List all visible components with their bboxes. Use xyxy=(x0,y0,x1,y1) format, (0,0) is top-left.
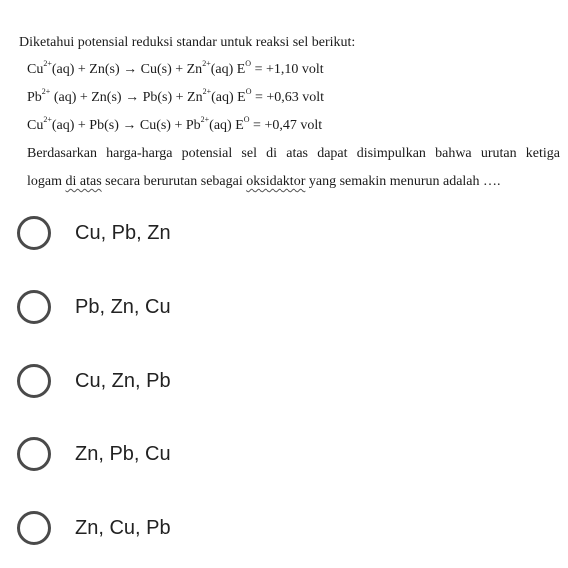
reaction-tail: (aq) E xyxy=(210,62,246,77)
question-body xyxy=(19,140,560,196)
option-label[interactable]: Pb, Zn, Cu xyxy=(75,296,171,318)
reaction-line-3 xyxy=(19,112,560,140)
reaction-tail: (aq) E xyxy=(211,90,246,105)
potential-value: = +0,47 volt xyxy=(249,118,323,133)
spellcheck-word: di atas xyxy=(65,174,102,189)
radio-circle-icon[interactable] xyxy=(17,364,51,398)
option-label[interactable]: Cu, Pb, Zn xyxy=(75,222,171,244)
option-label[interactable]: Zn, Cu, Pb xyxy=(75,517,171,539)
reaction-tail: (aq) E xyxy=(209,118,244,133)
reactant-ion: Cu xyxy=(27,62,44,77)
reactant-ion: Pb xyxy=(27,90,42,105)
body-text: yang semakin menurun adalah …. xyxy=(305,174,501,189)
body-text: secara berurutan sebagai xyxy=(101,174,247,189)
reaction-middle: (aq) + Zn(s) → Pb(s) + Zn xyxy=(50,90,203,105)
potential-value: = +0,63 volt xyxy=(251,90,325,105)
potential-value: = +1,10 volt xyxy=(251,62,324,77)
radio-circle-icon[interactable] xyxy=(17,437,51,471)
ion-charge: 2+ xyxy=(202,87,212,96)
reaction-line-1 xyxy=(19,56,560,84)
option-c[interactable] xyxy=(0,357,568,409)
radio-circle-icon[interactable] xyxy=(17,216,51,250)
reactant-ion: Cu xyxy=(27,118,44,133)
option-d[interactable] xyxy=(0,430,568,482)
ion-charge: 2+ xyxy=(200,115,210,124)
ion-charge: 2+ xyxy=(202,59,211,68)
option-a[interactable] xyxy=(0,209,568,261)
question-body-line-1: Berdasarkan harga-harga potensial sel di atas dapat disimpulkan bahwa urutan ketiga xyxy=(27,146,560,161)
question-intro: Diketahui potensial reduksi standar untuk reaksi sel berikut: xyxy=(19,35,356,50)
standard-symbol: O xyxy=(245,59,252,68)
option-label[interactable]: Zn, Pb, Cu xyxy=(75,443,171,465)
reaction-middle: (aq) + Pb(s) → Cu(s) + Pb xyxy=(51,118,201,133)
body-text: logam xyxy=(27,174,66,189)
radio-circle-icon[interactable] xyxy=(17,290,51,324)
ion-charge: 2+ xyxy=(43,59,52,68)
ion-charge: 2+ xyxy=(41,87,51,96)
spellcheck-word: oksidaktor xyxy=(246,174,306,189)
question-body-line-2 xyxy=(27,174,501,189)
option-e[interactable] xyxy=(0,504,568,556)
reaction-line-2 xyxy=(19,84,560,112)
radio-circle-icon[interactable] xyxy=(17,511,51,545)
ion-charge: 2+ xyxy=(43,115,52,124)
reaction-middle: (aq) + Zn(s) → Cu(s) + Zn xyxy=(51,62,203,77)
standard-symbol: O xyxy=(243,115,250,124)
option-label[interactable]: Cu, Zn, Pb xyxy=(75,370,171,392)
option-b[interactable] xyxy=(0,283,568,335)
question-text xyxy=(19,30,560,196)
standard-symbol: O xyxy=(245,87,252,96)
